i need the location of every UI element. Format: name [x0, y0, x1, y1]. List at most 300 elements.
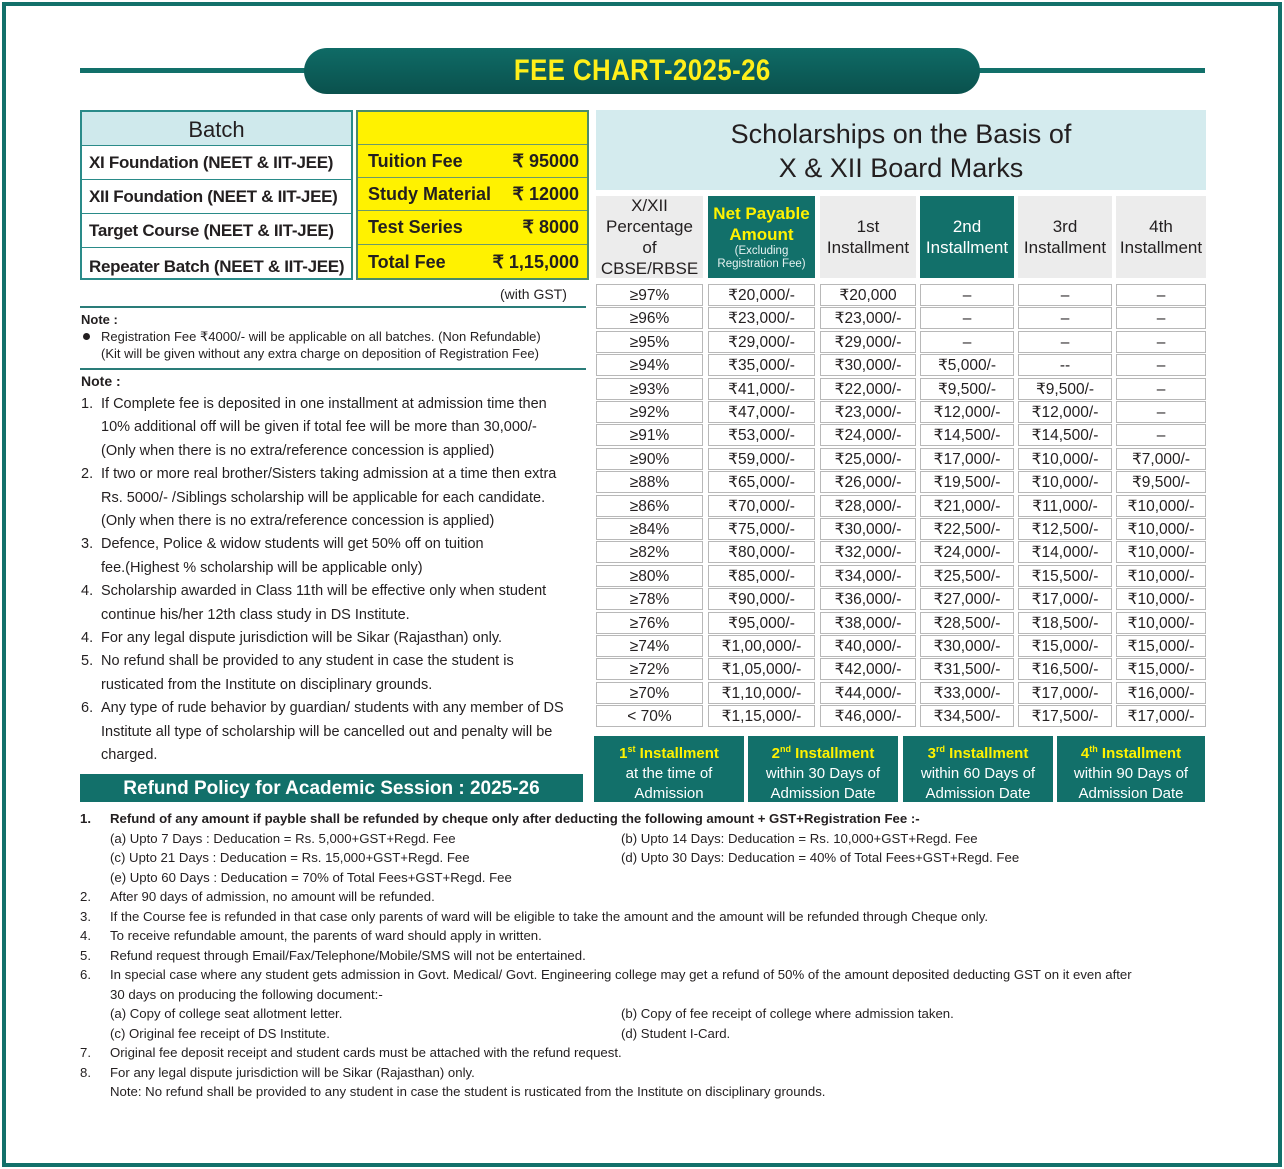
item-text: 30 days on producing the following document:-	[110, 986, 383, 1002]
percentage-cell: ≥94%	[596, 354, 703, 376]
col-header-text: X/XII	[631, 196, 668, 215]
amount-cell: ₹75,000/-	[708, 518, 815, 540]
amount-cell: –	[1018, 284, 1112, 306]
installment-title	[594, 739, 744, 764]
col-header-2nd-installment	[920, 196, 1014, 278]
amount-cell: ₹23,000/-	[820, 401, 916, 423]
amount-cell: –	[1116, 378, 1206, 400]
fee-row-tuition	[358, 144, 587, 178]
installment-title	[903, 739, 1053, 764]
amount-cell: ₹5,000/-	[920, 354, 1014, 376]
table-row	[596, 354, 1206, 377]
amount-cell: ₹30,000/-	[920, 635, 1014, 657]
note-line: If Complete fee is deposited in one installment at admission time then	[101, 396, 547, 412]
note-line: (Only when there is no extra/reference concession is applied)	[101, 513, 495, 530]
deduction-d: (d) Upto 30 Days: Deducation = 40% of Total Fees+GST+Regd. Fee	[621, 850, 1020, 865]
installment-schedule-box	[594, 736, 744, 802]
note-line: Institute all type of scholarship will be cancelled out and penalty will be	[101, 723, 553, 740]
title-rule-right	[960, 68, 1205, 73]
amount-cell: ₹10,000/-	[1116, 612, 1206, 634]
amount-cell: ₹30,000/-	[820, 518, 916, 540]
batch-header: Batch	[82, 112, 351, 145]
amount-cell: ₹80,000/-	[708, 541, 815, 563]
amount-cell: ₹28,000/-	[820, 495, 916, 517]
table-row	[596, 448, 1206, 471]
registration-note	[81, 311, 541, 362]
amount-cell: ₹1,15,000/-	[708, 705, 815, 727]
amount-cell: ₹25,000/-	[820, 448, 916, 470]
amount-cell: ₹23,000/-	[820, 307, 916, 329]
percentage-cell: ≥80%	[596, 565, 703, 587]
amount-cell: ₹30,000/-	[820, 354, 916, 376]
refund-item-5	[80, 946, 1230, 966]
note-line: Defence, Police & widow students will get 50% off on tuition	[101, 536, 484, 553]
note-text	[101, 627, 502, 650]
fee-amount: ₹ 12000	[512, 184, 579, 204]
amount-cell: ₹10,000/-	[1116, 541, 1206, 563]
amount-cell: ₹21,000/-	[920, 495, 1014, 517]
note-item	[81, 533, 601, 580]
amount-cell: ₹10,000/-	[1018, 471, 1112, 493]
item-number: 6.	[80, 967, 91, 982]
amount-cell: ₹36,000/-	[820, 588, 916, 610]
percentage-cell: ≥78%	[596, 588, 703, 610]
note-line: Any type of rude behavior by guardian/ students with any member of DS	[101, 700, 564, 717]
amount-cell: ₹9,500/-	[1018, 378, 1112, 400]
amount-cell: ₹25,500/-	[920, 565, 1014, 587]
item-number: 1.	[80, 811, 91, 826]
percentage-cell: ≥74%	[596, 635, 703, 657]
refund-item-6-cont	[80, 985, 1230, 1005]
amount-cell: ₹19,500/-	[920, 471, 1014, 493]
amount-cell: ₹15,000/-	[1116, 658, 1206, 680]
batch-row: XII Foundation (NEET & IIT-JEE)	[82, 179, 351, 213]
table-row	[596, 401, 1206, 424]
note-line: rusticated from the Institute on disciplinary grounds.	[101, 676, 433, 693]
installment-schedule-box	[903, 736, 1053, 802]
item-number: 4.	[80, 928, 91, 943]
note-item	[81, 650, 601, 697]
amount-cell: ₹17,000/-	[920, 448, 1014, 470]
amount-cell: ₹12,000/-	[920, 401, 1014, 423]
amount-cell: ₹27,000/-	[920, 588, 1014, 610]
amount-cell: ₹38,000/-	[820, 612, 916, 634]
amount-cell: ₹53,000/-	[708, 424, 815, 446]
percentage-cell: ≥86%	[596, 495, 703, 517]
kit-note-text: (Kit will be given without any extra charge on deposition of Registration Fee)	[101, 346, 539, 361]
amount-cell: ₹85,000/-	[708, 565, 815, 587]
table-row	[596, 495, 1206, 518]
installment-ordinal: st	[627, 744, 636, 754]
col-header-subtext: Registration Fee)	[717, 258, 806, 270]
note-item	[81, 580, 601, 627]
amount-cell: ₹34,000/-	[820, 565, 916, 587]
amount-cell: ₹65,000/-	[708, 471, 815, 493]
amount-cell: ₹9,500/-	[1116, 471, 1206, 493]
item-text: Original fee deposit receipt and student cards must be attached with the refund request.	[110, 1045, 622, 1060]
percentage-cell: ≥97%	[596, 284, 703, 306]
bullet-icon	[83, 333, 90, 340]
note-line: (Only when there is no extra/reference concession is applied)	[101, 442, 495, 459]
amount-cell: ₹16,000/-	[1116, 682, 1206, 704]
deduction-e: (e) Upto 60 Days : Deducation = 70% of Total Fees+GST+Regd. Fee	[110, 869, 512, 885]
table-row	[596, 565, 1206, 588]
note-line: Rs. 5000/- /Siblings scholarship will be applicable for each candidate.	[101, 489, 546, 506]
document-row	[80, 1024, 1230, 1044]
amount-cell: ₹28,500/-	[920, 612, 1014, 634]
installment-due-text: within 90 Days of	[1073, 765, 1189, 782]
amount-cell: ₹10,000/-	[1116, 565, 1206, 587]
table-row	[596, 331, 1206, 354]
amount-cell: ₹10,000/-	[1018, 448, 1112, 470]
amount-cell: ₹12,000/-	[1018, 401, 1112, 423]
deduction-row	[80, 848, 1230, 868]
col-header-1st-installment	[820, 196, 916, 278]
table-row	[596, 635, 1206, 658]
amount-cell: ₹90,000/-	[708, 588, 815, 610]
amount-cell: ₹20,000/-	[708, 284, 815, 306]
installment-due-text: Admission Date	[1078, 785, 1184, 802]
fee-row-test-series	[358, 210, 587, 244]
col-header-text: of	[642, 238, 657, 257]
amount-cell: ₹1,05,000/-	[708, 658, 815, 680]
col-header-net-payable	[708, 196, 815, 278]
amount-cell: ₹14,500/-	[1018, 424, 1112, 446]
item-text: In special case where any student gets admission in Govt. Medical/ Govt. Engineering college may get a refund of 50% of the amount deposited deducting GST on it even after	[110, 967, 1132, 982]
note-text	[101, 393, 547, 463]
amount-cell: –	[1018, 307, 1112, 329]
amount-cell: ₹15,500/-	[1018, 565, 1112, 587]
col-header-text: Installment	[826, 238, 910, 257]
installment-ordinal: th	[1089, 744, 1098, 754]
divider	[80, 306, 586, 308]
title-banner	[304, 48, 980, 94]
amount-cell: ₹34,500/-	[920, 705, 1014, 727]
amount-cell: ₹95,000/-	[708, 612, 815, 634]
note-item	[81, 463, 601, 533]
table-row	[596, 658, 1206, 681]
note-number: 2.	[81, 466, 94, 483]
document-d: (d) Student I-Card.	[621, 1025, 731, 1041]
note-item	[81, 393, 601, 463]
col-header-subtext: (Excluding	[734, 245, 789, 257]
table-row	[596, 705, 1206, 728]
amount-cell: ₹26,000/-	[820, 471, 916, 493]
amount-cell: –	[1018, 331, 1112, 353]
note-text	[101, 650, 514, 697]
amount-cell: ₹10,000/-	[1116, 495, 1206, 517]
amount-cell: ₹41,000/-	[708, 378, 815, 400]
col-header-3rd-installment	[1018, 196, 1112, 278]
amount-cell: ₹35,000/-	[708, 354, 815, 376]
amount-cell: ₹24,000/-	[820, 424, 916, 446]
installment-label: Installment	[1101, 745, 1182, 762]
notes-label: Note :	[81, 373, 121, 389]
item-text: Refund request through Email/Fax/Telephone/Mobile/SMS will not be entertained.	[110, 947, 586, 963]
amount-cell: ₹17,000/-	[1018, 588, 1112, 610]
amount-cell: ₹10,000/-	[1116, 518, 1206, 540]
batch-row: Target Course (NEET & IIT-JEE)	[82, 213, 351, 247]
amount-cell: ₹17,500/-	[1018, 705, 1112, 727]
note-line: fee.(Highest % scholarship will be applicable only)	[101, 559, 423, 576]
note-number: 4.	[81, 583, 94, 600]
installment-title	[1057, 739, 1205, 764]
percentage-cell: ≥84%	[596, 518, 703, 540]
amount-cell: ₹32,000/-	[820, 541, 916, 563]
installment-due-text: at the time of	[625, 765, 713, 782]
installment-number: 4	[1080, 745, 1090, 762]
deduction-row	[80, 829, 1230, 849]
col-header-text: Amount	[729, 225, 794, 244]
percentage-cell: ≥82%	[596, 541, 703, 563]
amount-cell: ₹42,000/-	[820, 658, 916, 680]
document-row	[80, 1004, 1230, 1024]
installment-due-text: Admission	[634, 785, 704, 802]
col-header-4th-installment	[1116, 196, 1206, 278]
registration-note-line	[81, 328, 541, 345]
percentage-cell: ≥96%	[596, 307, 703, 329]
amount-cell: ₹16,500/-	[1018, 658, 1112, 680]
note-number: 6.	[81, 700, 94, 717]
refund-policy-banner: Refund Policy for Academic Session : 2025-26	[80, 774, 583, 802]
table-row	[596, 541, 1206, 564]
installment-title	[748, 739, 898, 764]
amount-cell: ₹22,500/-	[920, 518, 1014, 540]
table-row	[596, 682, 1206, 705]
scholarship-title-line2: X & XII Board Marks	[778, 153, 1024, 183]
amount-cell: --	[1018, 354, 1112, 376]
col-header-text: Installment	[925, 238, 1009, 257]
batch-row: XI Foundation (NEET & IIT-JEE)	[82, 145, 351, 179]
fee-amount: ₹ 1,15,000	[492, 252, 579, 272]
refund-item-6	[80, 965, 1230, 985]
document-b: (b) Copy of fee receipt of college where admission taken.	[621, 1006, 954, 1021]
refund-item-1	[80, 809, 1230, 829]
amount-cell: –	[1116, 331, 1206, 353]
note-line: If two or more real brother/Sisters taking admission at a time then extra	[101, 466, 557, 483]
note-line: For any legal dispute jurisdiction will be Sikar (Rajasthan) only.	[101, 630, 503, 647]
percentage-cell: ≥76%	[596, 612, 703, 634]
amount-cell: ₹24,000/-	[920, 541, 1014, 563]
installment-number: 1	[619, 745, 628, 762]
page-title: FEE CHART-2025-26	[513, 54, 771, 87]
note-text	[101, 463, 556, 533]
table-row	[596, 588, 1206, 611]
installment-due-text: Admission Date	[925, 785, 1031, 802]
fee-amount: ₹ 95000	[512, 151, 579, 171]
item-text: To receive refundable amount, the parents of ward should apply in written.	[110, 928, 542, 943]
note-line: 10% additional off will be given if total fee will be more than 30,000/-	[101, 419, 537, 436]
amount-cell: –	[920, 307, 1014, 329]
note-item	[81, 697, 601, 767]
deduction-c: (c) Upto 21 Days : Deducation = Rs. 15,000+GST+Regd. Fee	[110, 850, 470, 865]
refund-item-4	[80, 926, 1230, 946]
col-header-text: 3rd	[1052, 217, 1078, 236]
amount-cell: ₹40,000/-	[820, 635, 916, 657]
amount-cell: ₹1,00,000/-	[708, 635, 815, 657]
percentage-cell: ≥95%	[596, 331, 703, 353]
amount-cell: ₹33,000/-	[920, 682, 1014, 704]
table-row	[596, 378, 1206, 401]
amount-cell: ₹23,000/-	[708, 307, 815, 329]
percentage-cell: < 70%	[596, 705, 703, 727]
fee-table	[356, 110, 589, 280]
amount-cell: ₹31,500/-	[920, 658, 1014, 680]
table-row	[596, 518, 1206, 541]
refund-item-8	[80, 1063, 1230, 1083]
table-row	[596, 424, 1206, 447]
installment-due-text: within 30 Days of	[765, 765, 881, 782]
registration-fee-text: Registration Fee ₹4000/- will be applicable on all batches. (Non Refundable)	[101, 329, 541, 344]
table-row	[596, 284, 1206, 307]
amount-cell: ₹10,000/-	[1116, 588, 1206, 610]
col-header-percentage	[596, 196, 703, 278]
refund-item-2	[80, 887, 1230, 907]
deduction-row	[80, 868, 1230, 888]
percentage-cell: ≥91%	[596, 424, 703, 446]
deduction-a: (a) Upto 7 Days : Deducation = Rs. 5,000+GST+Regd. Fee	[110, 830, 456, 846]
fee-label: Study Material	[368, 184, 492, 204]
title-rule-left	[80, 68, 320, 73]
scholarship-title-line1: Scholarships on the Basis of	[730, 119, 1072, 149]
fee-amount: ₹ 8000	[522, 217, 579, 237]
installment-number: 2	[771, 745, 780, 762]
installment-schedule-box	[748, 736, 898, 802]
installment-label: Installment	[639, 745, 719, 762]
batch-row: Repeater Batch (NEET & IIT-JEE)	[82, 247, 351, 283]
document-c: (c) Original fee receipt of DS Institute.	[110, 1025, 330, 1041]
percentage-cell: ≥70%	[596, 682, 703, 704]
note-label: Note :	[81, 312, 118, 327]
installment-due-text: Admission Date	[770, 785, 876, 802]
amount-cell: ₹17,000/-	[1116, 705, 1206, 727]
amount-cell: ₹20,000	[820, 284, 916, 306]
fee-label: Total Fee	[368, 252, 446, 272]
installment-number: 3	[927, 745, 936, 762]
installment-label: Installment	[795, 745, 875, 762]
fee-row-study-material	[358, 177, 587, 211]
item-number: 8.	[80, 1064, 91, 1080]
amount-cell: ₹12,500/-	[1018, 518, 1112, 540]
item-text: Note: No refund shall be provided to any student in case the student is rusticated from the Institute on disciplinary grounds.	[110, 1084, 826, 1099]
amount-cell: ₹29,000/-	[708, 331, 815, 353]
amount-cell: ₹15,000/-	[1018, 635, 1112, 657]
col-header-text: 4th	[1149, 217, 1173, 236]
fee-label: Test Series	[368, 217, 463, 237]
note-item	[81, 627, 601, 650]
item-number: 5.	[80, 947, 91, 963]
amount-cell: –	[1116, 354, 1206, 376]
amount-cell: ₹15,000/-	[1116, 635, 1206, 657]
gst-note: (with GST)	[500, 286, 567, 302]
deduction-b: (b) Upto 14 Days: Deducation = Rs. 10,000+GST+Regd. Fee	[621, 830, 978, 846]
amount-cell: ₹9,500/-	[920, 378, 1014, 400]
amount-cell: ₹29,000/-	[820, 331, 916, 353]
item-text: Refund of any amount if payble shall be refunded by cheque only after deducting the following amount + GST+Registration Fee :-	[110, 811, 920, 826]
installment-ordinal: nd	[779, 744, 791, 754]
note-text	[101, 580, 546, 627]
percentage-cell: ≥92%	[596, 401, 703, 423]
table-row	[596, 471, 1206, 494]
amount-cell: ₹1,10,000/-	[708, 682, 815, 704]
col-header-text: Percentage	[606, 217, 693, 236]
scholarship-title	[596, 110, 1206, 190]
fee-label: Tuition Fee	[368, 151, 463, 171]
note-text	[101, 533, 484, 580]
amount-cell: ₹47,000/-	[708, 401, 815, 423]
note-number: 3.	[81, 536, 94, 553]
col-header-text: CBSE/RBSE	[600, 259, 699, 278]
note-text	[101, 697, 564, 767]
col-header-text: 1st	[856, 217, 880, 236]
amount-cell: ₹17,000/-	[1018, 682, 1112, 704]
fee-row-total	[358, 244, 587, 280]
batch-table	[80, 110, 353, 280]
amount-cell: ₹14,500/-	[920, 424, 1014, 446]
amount-cell: ₹59,000/-	[708, 448, 815, 470]
refund-item-3	[80, 907, 1230, 927]
amount-cell: ₹14,000/-	[1018, 541, 1112, 563]
table-row	[596, 307, 1206, 330]
col-header-text: Net Payable	[713, 204, 810, 223]
amount-cell: ₹46,000/-	[820, 705, 916, 727]
table-row	[596, 612, 1206, 635]
item-text: For any legal dispute jurisdiction will be Sikar (Rajasthan) only.	[110, 1064, 475, 1080]
percentage-cell: ≥72%	[596, 658, 703, 680]
note-number: 4.	[81, 630, 94, 647]
amount-cell: –	[1116, 307, 1206, 329]
amount-cell: ₹22,000/-	[820, 378, 916, 400]
item-text: If the Course fee is refunded in that case only parents of ward will be eligible to take the amount and the amount will be refunded through Cheque only.	[110, 908, 988, 924]
amount-cell: ₹11,000/-	[1018, 495, 1112, 517]
percentage-cell: ≥90%	[596, 448, 703, 470]
percentage-cell: ≥88%	[596, 471, 703, 493]
amount-cell: ₹70,000/-	[708, 495, 815, 517]
col-header-text: Installment	[1119, 238, 1203, 257]
note-line: continue his/her 12th class study in DS Institute.	[101, 606, 410, 623]
installment-due-text: within 60 Days of	[920, 765, 1036, 782]
amount-cell: ₹18,500/-	[1018, 612, 1112, 634]
document-a: (a) Copy of college seat allotment letter.	[110, 1006, 343, 1021]
installment-schedule-box	[1057, 736, 1205, 802]
amount-cell: –	[920, 331, 1014, 353]
refund-final-note	[80, 1082, 1230, 1102]
item-number: 7.	[80, 1045, 91, 1060]
item-number: 3.	[80, 908, 91, 924]
amount-cell: –	[1116, 401, 1206, 423]
note-line: Scholarship awarded in Class 11th will be effective only when student	[101, 583, 547, 600]
note-number: 5.	[81, 653, 94, 670]
percentage-cell: ≥93%	[596, 378, 703, 400]
divider	[80, 368, 586, 370]
note-number: 1.	[81, 396, 94, 412]
item-number: 2.	[80, 889, 91, 904]
notes-list	[81, 373, 601, 768]
amount-cell: –	[1116, 424, 1206, 446]
amount-cell: ₹7,000/-	[1116, 448, 1206, 470]
amount-cell: –	[920, 284, 1014, 306]
installment-ordinal: rd	[935, 744, 945, 754]
refund-item-7	[80, 1043, 1230, 1063]
item-text: After 90 days of admission, no amount will be refunded.	[110, 889, 435, 904]
amount-cell: ₹44,000/-	[820, 682, 916, 704]
amount-cell: –	[1116, 284, 1206, 306]
col-header-text: Installment	[1023, 238, 1107, 257]
col-header-text: 2nd	[952, 217, 982, 236]
installment-label: Installment	[949, 745, 1029, 762]
note-line: charged.	[101, 747, 158, 764]
refund-policy	[80, 809, 1230, 1102]
